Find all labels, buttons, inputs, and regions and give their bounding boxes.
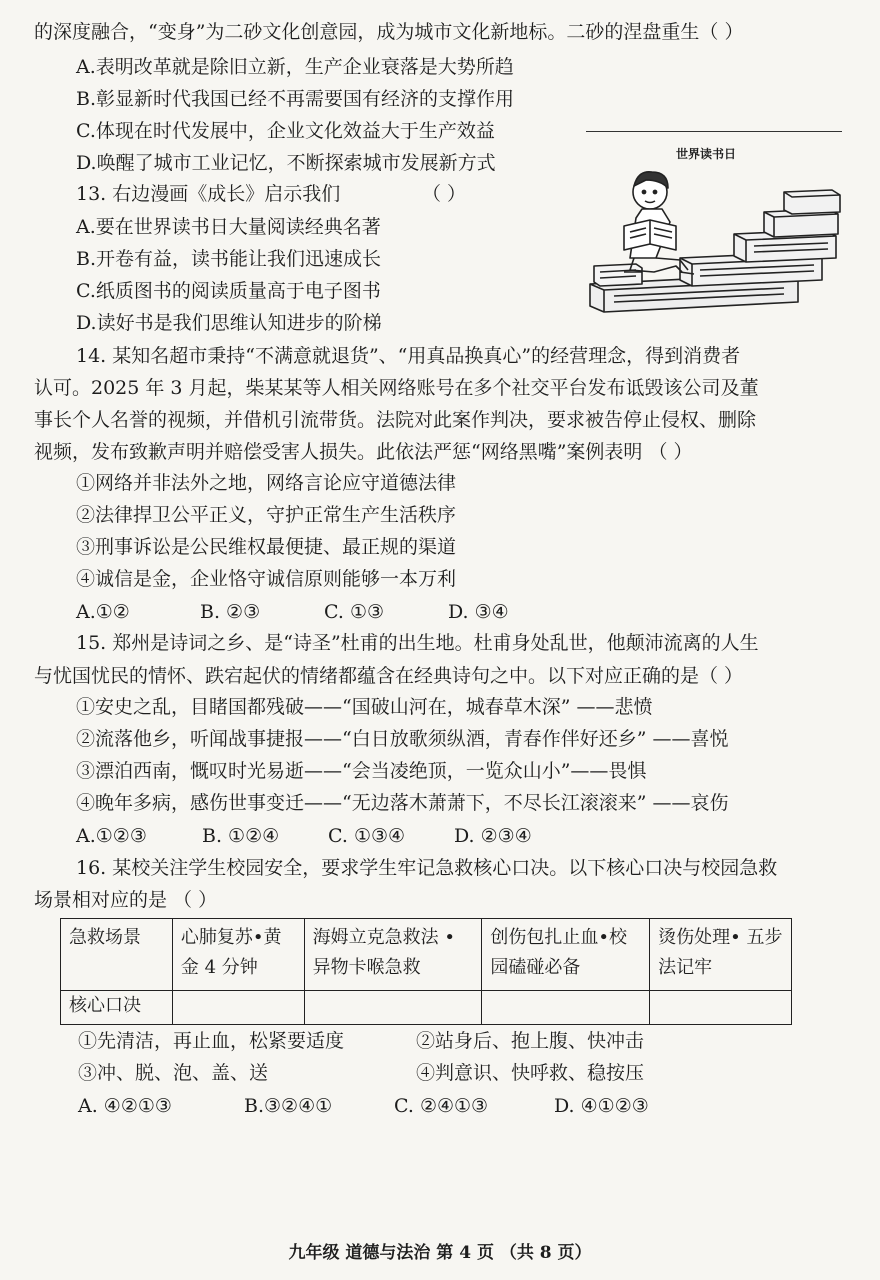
table-row <box>61 991 792 1025</box>
q14-item-4: ④诚信是金，企业恪守诚信原则能够一本万利 <box>76 568 457 590</box>
table-header-cell: 心肺复苏•黄金 4 分钟 <box>172 919 304 991</box>
q15-stem-line-1: 15. 郑州是诗词之乡、是“诗圣”杜甫的出生地。杜甫身处乱世，他颠沛流离的人生 <box>76 632 759 654</box>
table-header-cell: 创伤包扎止血•校园磕碰必备 <box>482 919 650 991</box>
q15-stem-line-2: 与忧国忧民的情怀、跌宕起伏的情绪都蕴含在经典诗句之中。以下对应正确的是（ ） <box>34 665 744 687</box>
q13-stem <box>76 179 340 209</box>
q14-choices <box>76 597 572 627</box>
q15-choice-b: B. ①②④ <box>202 825 280 847</box>
q13-option-d: D.读好书是我们思维认知进步的阶梯 <box>76 312 382 334</box>
q16-choices <box>78 1091 704 1121</box>
q16-choice-d: D. ④①②③ <box>554 1095 649 1117</box>
q14-item-1: ①网络并非法外之地，网络言论应守道德法律 <box>76 472 457 494</box>
q15-choice-a: A.①②③ <box>76 825 147 847</box>
q14-stem-line-1: 14. 某知名超市秉持“不满意就退货”、“用真品换真心”的经营理念，得到消费者 <box>76 345 741 367</box>
q13-stem-text: 13. 右边漫画《成长》启示我们 <box>76 183 341 205</box>
page-footer: 九年级 道德与法治 第 4 页 （共 8 页） <box>288 1243 592 1263</box>
q12-option-c: C.体现在时代发展中，企业文化效益大于生产效益 <box>76 120 495 142</box>
q16-item-2: ②站身后、抱上腹、快冲击 <box>416 1030 645 1052</box>
table-header-row <box>61 919 792 991</box>
q13-option-b: B.开卷有益，读书能让我们迅速成长 <box>76 248 382 270</box>
comic-title: 世界读书日 <box>676 147 737 161</box>
q14-stem-line-4: 视频，发布致歉声明并赔偿受害人损失。此依法严惩“网络黑嘴”案例表明 （ ） <box>34 441 693 463</box>
q15-item-2: ②流落他乡，听闻战事捷报——“白日放歌须纵酒，青春作伴好还乡” ——喜悦 <box>76 728 729 750</box>
q15-item-1: ①安史之乱，目睹国都残破——“国破山河在，城春草木深” ——悲愤 <box>76 696 653 718</box>
q15-choice-d: D. ②③④ <box>454 825 532 847</box>
q14-item-2: ②法律捍卫公平正义，守护正常生产生活秩序 <box>76 504 457 526</box>
q15-item-4: ④晚年多病，感伤世事变迁——“无边落木萧萧下，不尽长江滚滚来” ——哀伤 <box>76 792 729 814</box>
table-cell-empty <box>482 991 650 1025</box>
q14-stem-line-2: 认可。2025 年 3 月起，柴某某等人相关网络账号在多个社交平台发布诋毁该公司及董 <box>34 377 759 399</box>
table-header-cell: 烫伤处理• 五步法记牢 <box>650 919 792 991</box>
q16-stem-line-2: 场景相对应的是 （ ） <box>34 889 218 911</box>
table-cell-empty <box>650 991 792 1025</box>
q13-option-c: C.纸质图书的阅读质量高于电子图书 <box>76 280 381 302</box>
q13-answer-paren: （ ） <box>422 183 467 205</box>
table-header-cell: 急救场景 <box>61 919 173 991</box>
q12-option-b: B.彰显新时代我国已经不再需要国有经济的支撑作用 <box>76 88 515 110</box>
q16-item-1: ①先清洁，再止血，松紧要适度 <box>78 1030 345 1052</box>
q14-choice-d: D. ③④ <box>448 601 509 623</box>
q15-item-3: ③漂泊西南，慨叹时光易逝——“会当凌绝顶，一览众山小”——畏惧 <box>76 760 647 782</box>
q14-choice-a: A.①② <box>76 601 130 623</box>
q16-choice-b: B.③②④① <box>244 1095 333 1117</box>
q12-option-d: D.唤醒了城市工业记忆，不断探索城市发展新方式 <box>76 152 496 174</box>
first-aid-table <box>60 918 792 1025</box>
table-row-label: 核心口决 <box>61 991 173 1025</box>
q16-item-4: ④判意识、快呼救、稳按压 <box>416 1062 645 1084</box>
q14-choice-c: C. ①③ <box>324 601 385 623</box>
q16-item-3: ③冲、脱、泡、盖、送 <box>78 1062 269 1084</box>
q12-option-a: A.表明改革就是除旧立新，生产企业衰落是大势所趋 <box>76 56 514 78</box>
q14-choice-b: B. ②③ <box>200 601 261 623</box>
q16-choice-a: A. ④②①③ <box>78 1095 172 1117</box>
comic-top-rule <box>586 131 842 132</box>
table-header-cell: 海姆立克急救法 • 异物卡喉急救 <box>304 919 482 991</box>
q15-choices <box>76 821 580 851</box>
q13-option-a: A.要在世界读书日大量阅读经典名著 <box>76 216 381 238</box>
q12-stem-end: 的深度融合，“变身”为二砂文化创意园，成为城市文化新地标。二砂的涅盘重生（ ） <box>34 21 744 43</box>
table-cell-empty <box>172 991 304 1025</box>
comic-growth-illustration <box>584 162 846 318</box>
q14-stem-line-3: 事长个人名誉的视频，并借机引流带货。法院对此案作判决，要求被告停止侵权、删除 <box>34 409 757 431</box>
q16-choice-c: C. ②④①③ <box>394 1095 489 1117</box>
q16-stem-line-1: 16. 某校关注学生校园安全，要求学生牢记急救核心口决。以下核心口决与校园急救 <box>76 857 778 879</box>
q14-item-3: ③刑事诉讼是公民维权最便捷、最正规的渠道 <box>76 536 457 558</box>
q15-choice-c: C. ①③④ <box>328 825 406 847</box>
table-cell-empty <box>304 991 482 1025</box>
